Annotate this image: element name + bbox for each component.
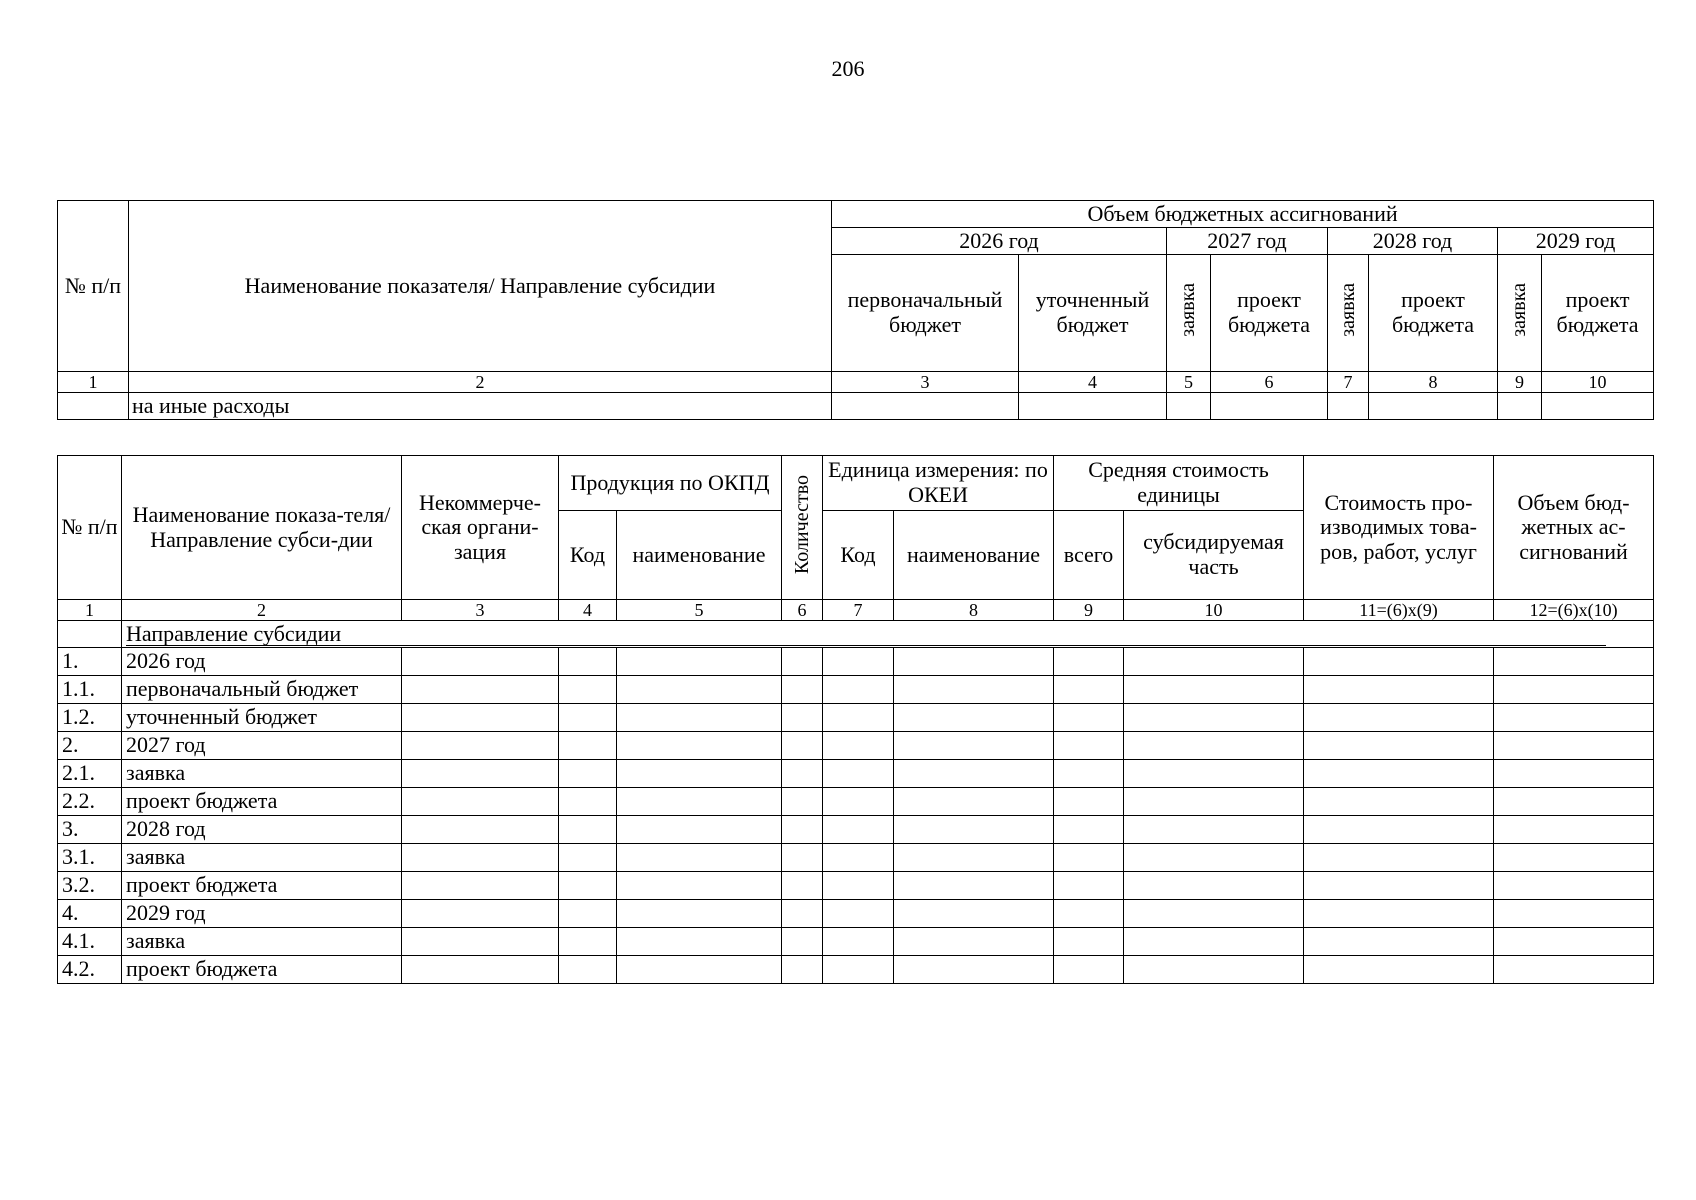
cell bbox=[617, 844, 782, 872]
subsidy-calculation-table bbox=[57, 455, 1654, 984]
header-project-2028: проект бюджета bbox=[1369, 255, 1498, 372]
col-number: 7 bbox=[823, 600, 894, 621]
header-product: Продукция по ОКПД bbox=[559, 456, 782, 511]
cell bbox=[894, 844, 1054, 872]
col-number: 8 bbox=[894, 600, 1054, 621]
cell bbox=[1019, 393, 1167, 420]
cell bbox=[782, 732, 823, 760]
cell bbox=[402, 788, 559, 816]
cell bbox=[894, 648, 1054, 676]
cell bbox=[617, 676, 782, 704]
row-num: 2. bbox=[58, 732, 122, 760]
header-avg-cost: Средняя стоимость единицы bbox=[1054, 456, 1304, 511]
cell bbox=[1124, 816, 1304, 844]
row-name: 2028 год bbox=[122, 816, 402, 844]
cell bbox=[823, 816, 894, 844]
cell bbox=[1167, 393, 1211, 420]
header-num: № п/п bbox=[58, 201, 129, 372]
header-project-2027: проект бюджета bbox=[1211, 255, 1328, 372]
header-cost: Стоимость про-изводимых това-ров, работ, услуг bbox=[1304, 456, 1494, 600]
cell bbox=[402, 760, 559, 788]
cell bbox=[402, 956, 559, 984]
cell bbox=[1054, 648, 1124, 676]
cell bbox=[1494, 732, 1654, 760]
cell bbox=[823, 648, 894, 676]
header-org: Некоммерче-ская органи-зация bbox=[402, 456, 559, 600]
row-name: 2029 год bbox=[122, 900, 402, 928]
cell bbox=[894, 676, 1054, 704]
cell bbox=[782, 704, 823, 732]
direction-row bbox=[58, 621, 1654, 648]
cell bbox=[1304, 928, 1494, 956]
header-year-2029: 2029 год bbox=[1498, 228, 1654, 255]
cell bbox=[894, 956, 1054, 984]
row-name: проект бюджета bbox=[122, 872, 402, 900]
cell bbox=[1124, 648, 1304, 676]
cell bbox=[1304, 648, 1494, 676]
request-label: заявка bbox=[1336, 283, 1359, 338]
row-name: уточненный бюджет bbox=[122, 704, 402, 732]
cell bbox=[559, 844, 617, 872]
cell bbox=[1494, 676, 1654, 704]
column-numbers-row bbox=[58, 600, 1654, 621]
cell bbox=[1124, 732, 1304, 760]
cell bbox=[823, 704, 894, 732]
cell bbox=[1494, 956, 1654, 984]
cell bbox=[617, 732, 782, 760]
table-row bbox=[58, 648, 1654, 676]
header-unit-name: наименование bbox=[894, 511, 1054, 600]
header-unit-code: Код bbox=[823, 511, 894, 600]
direction-num-cell bbox=[58, 621, 122, 648]
cell bbox=[402, 900, 559, 928]
row-name: 2027 год bbox=[122, 732, 402, 760]
cell bbox=[1304, 676, 1494, 704]
header-quantity bbox=[782, 456, 823, 600]
cell bbox=[1054, 676, 1124, 704]
cell bbox=[823, 844, 894, 872]
cell bbox=[1494, 928, 1654, 956]
row-num: 1. bbox=[58, 648, 122, 676]
table-row bbox=[58, 676, 1654, 704]
header-avg-total: всего bbox=[1054, 511, 1124, 600]
cell bbox=[402, 676, 559, 704]
row-num: 4. bbox=[58, 900, 122, 928]
cell bbox=[559, 956, 617, 984]
row-name: проект бюджета bbox=[122, 956, 402, 984]
row-num: 1.2. bbox=[58, 704, 122, 732]
row-name: 2026 год bbox=[122, 648, 402, 676]
request-label: заявка bbox=[1508, 283, 1531, 338]
cell bbox=[1054, 816, 1124, 844]
cell bbox=[894, 816, 1054, 844]
table-row bbox=[58, 844, 1654, 872]
cell bbox=[782, 872, 823, 900]
header-revised-budget: уточненный бюджет bbox=[1019, 255, 1167, 372]
cell bbox=[1304, 732, 1494, 760]
col-number: 3 bbox=[832, 372, 1019, 393]
cell bbox=[1494, 816, 1654, 844]
col-number: 12=(6)x(10) bbox=[1494, 600, 1654, 621]
col-number: 4 bbox=[559, 600, 617, 621]
row-num: 3.1. bbox=[58, 844, 122, 872]
cell bbox=[617, 788, 782, 816]
cell bbox=[617, 816, 782, 844]
cell bbox=[1494, 900, 1654, 928]
header-num: № п/п bbox=[58, 456, 122, 600]
header-request-2027 bbox=[1167, 255, 1211, 372]
cell bbox=[1054, 872, 1124, 900]
cell bbox=[1054, 900, 1124, 928]
page-number: 206 bbox=[831, 56, 865, 81]
cell bbox=[559, 788, 617, 816]
row-num: 3. bbox=[58, 816, 122, 844]
cell bbox=[782, 844, 823, 872]
direction-label: Направление субсидии bbox=[126, 622, 1606, 646]
cell bbox=[894, 900, 1054, 928]
header-name: Наименование показа-теля/ Направление субси-дии bbox=[122, 456, 402, 600]
cell bbox=[559, 760, 617, 788]
col-number: 3 bbox=[402, 600, 559, 621]
cell bbox=[1054, 844, 1124, 872]
header-request-2028 bbox=[1328, 255, 1369, 372]
cell bbox=[1124, 788, 1304, 816]
row-name: на иные расходы bbox=[129, 393, 832, 420]
row-name: заявка bbox=[122, 760, 402, 788]
cell bbox=[1494, 704, 1654, 732]
cell bbox=[1124, 956, 1304, 984]
table-row bbox=[58, 900, 1654, 928]
header-product-name: наименование bbox=[617, 511, 782, 600]
header-name: Наименование показателя/ Направление субсидии bbox=[129, 201, 832, 372]
cell bbox=[1304, 704, 1494, 732]
cell bbox=[617, 648, 782, 676]
cell bbox=[894, 704, 1054, 732]
col-number: 4 bbox=[1019, 372, 1167, 393]
cell bbox=[1304, 816, 1494, 844]
cell bbox=[1304, 956, 1494, 984]
cell bbox=[402, 844, 559, 872]
cell bbox=[402, 732, 559, 760]
cell bbox=[559, 732, 617, 760]
cell bbox=[1494, 844, 1654, 872]
cell bbox=[1124, 872, 1304, 900]
cell bbox=[617, 956, 782, 984]
cell bbox=[782, 816, 823, 844]
cell bbox=[559, 928, 617, 956]
cell bbox=[1542, 393, 1654, 420]
cell bbox=[1304, 872, 1494, 900]
quantity-label: Количество bbox=[790, 475, 813, 575]
cell bbox=[894, 928, 1054, 956]
cell bbox=[617, 900, 782, 928]
header-year-2028: 2028 год bbox=[1328, 228, 1498, 255]
table-row bbox=[58, 788, 1654, 816]
header-avg-subsidized: субсидируемая часть bbox=[1124, 511, 1304, 600]
col-number: 2 bbox=[129, 372, 832, 393]
table-row bbox=[58, 704, 1654, 732]
table-row bbox=[58, 760, 1654, 788]
row-name: заявка bbox=[122, 928, 402, 956]
header-volume: Объем бюд-жетных ас-сигнований bbox=[1494, 456, 1654, 600]
cell bbox=[1124, 704, 1304, 732]
cell bbox=[823, 956, 894, 984]
cell bbox=[894, 732, 1054, 760]
subsidy-rows bbox=[58, 648, 1654, 984]
cell bbox=[1054, 732, 1124, 760]
cell bbox=[782, 788, 823, 816]
cell bbox=[1054, 704, 1124, 732]
cell bbox=[402, 872, 559, 900]
table-row bbox=[58, 393, 1654, 420]
cell bbox=[823, 732, 894, 760]
budget-allocations-table bbox=[57, 200, 1654, 420]
cell bbox=[823, 900, 894, 928]
cell bbox=[1124, 760, 1304, 788]
col-number: 5 bbox=[617, 600, 782, 621]
header-product-code: Код bbox=[559, 511, 617, 600]
cell bbox=[1494, 760, 1654, 788]
header-year-2026: 2026 год bbox=[832, 228, 1167, 255]
cell bbox=[1124, 676, 1304, 704]
table-row bbox=[58, 816, 1654, 844]
cell bbox=[617, 928, 782, 956]
cell bbox=[617, 760, 782, 788]
col-number: 1 bbox=[58, 372, 129, 393]
header-initial-budget: первоначальный бюджет bbox=[832, 255, 1019, 372]
row-num: 4.1. bbox=[58, 928, 122, 956]
col-number: 2 bbox=[122, 600, 402, 621]
cell bbox=[823, 760, 894, 788]
cell bbox=[1211, 393, 1328, 420]
cell bbox=[823, 928, 894, 956]
cell bbox=[782, 648, 823, 676]
row-num: 4.2. bbox=[58, 956, 122, 984]
cell bbox=[1124, 844, 1304, 872]
table-row bbox=[58, 732, 1654, 760]
cell bbox=[1369, 393, 1498, 420]
cell bbox=[782, 956, 823, 984]
cell bbox=[1054, 760, 1124, 788]
row-name: проект бюджета bbox=[122, 788, 402, 816]
cell bbox=[782, 760, 823, 788]
header-year-2027: 2027 год bbox=[1167, 228, 1328, 255]
direction-cell bbox=[122, 621, 1654, 648]
cell bbox=[1328, 393, 1369, 420]
cell bbox=[823, 676, 894, 704]
cell bbox=[1054, 928, 1124, 956]
cell bbox=[1494, 872, 1654, 900]
cell bbox=[559, 900, 617, 928]
row-num: 2.1. bbox=[58, 760, 122, 788]
cell bbox=[782, 676, 823, 704]
col-number: 6 bbox=[1211, 372, 1328, 393]
cell bbox=[1304, 760, 1494, 788]
col-number: 10 bbox=[1124, 600, 1304, 621]
header-budget-volume: Объем бюджетных ассигнований bbox=[832, 201, 1654, 228]
request-label: заявка bbox=[1177, 283, 1200, 338]
cell bbox=[1494, 648, 1654, 676]
col-number: 11=(6)x(9) bbox=[1304, 600, 1494, 621]
col-number: 6 bbox=[782, 600, 823, 621]
cell bbox=[402, 928, 559, 956]
cell bbox=[559, 676, 617, 704]
cell bbox=[617, 704, 782, 732]
table-row bbox=[58, 872, 1654, 900]
cell bbox=[894, 760, 1054, 788]
row-name: первоначальный бюджет bbox=[122, 676, 402, 704]
table-row bbox=[58, 928, 1654, 956]
cell bbox=[402, 648, 559, 676]
col-number: 9 bbox=[1498, 372, 1542, 393]
cell bbox=[1054, 788, 1124, 816]
header-request-2029 bbox=[1498, 255, 1542, 372]
cell bbox=[559, 704, 617, 732]
cell bbox=[823, 872, 894, 900]
cell bbox=[559, 872, 617, 900]
column-numbers-row bbox=[58, 372, 1654, 393]
col-number: 5 bbox=[1167, 372, 1211, 393]
header-project-2029: проект бюджета bbox=[1542, 255, 1654, 372]
cell bbox=[402, 816, 559, 844]
cell bbox=[617, 872, 782, 900]
row-num: 3.2. bbox=[58, 872, 122, 900]
cell bbox=[894, 872, 1054, 900]
cell bbox=[1124, 928, 1304, 956]
row-name: заявка bbox=[122, 844, 402, 872]
cell bbox=[782, 900, 823, 928]
table-row bbox=[58, 956, 1654, 984]
col-number: 8 bbox=[1369, 372, 1498, 393]
cell bbox=[894, 788, 1054, 816]
row-num bbox=[58, 393, 129, 420]
cell bbox=[832, 393, 1019, 420]
cell bbox=[559, 648, 617, 676]
row-num: 1.1. bbox=[58, 676, 122, 704]
cell bbox=[402, 704, 559, 732]
cell bbox=[823, 788, 894, 816]
cell bbox=[1124, 900, 1304, 928]
col-number: 7 bbox=[1328, 372, 1369, 393]
cell bbox=[559, 816, 617, 844]
row-num: 2.2. bbox=[58, 788, 122, 816]
cell bbox=[1054, 956, 1124, 984]
header-unit: Единица измерения: по ОКЕИ bbox=[823, 456, 1054, 511]
cell bbox=[1304, 788, 1494, 816]
cell bbox=[1304, 900, 1494, 928]
col-number: 9 bbox=[1054, 600, 1124, 621]
cell bbox=[1498, 393, 1542, 420]
cell bbox=[782, 928, 823, 956]
cell bbox=[1304, 844, 1494, 872]
cell bbox=[1494, 788, 1654, 816]
col-number: 1 bbox=[58, 600, 122, 621]
col-number: 10 bbox=[1542, 372, 1654, 393]
